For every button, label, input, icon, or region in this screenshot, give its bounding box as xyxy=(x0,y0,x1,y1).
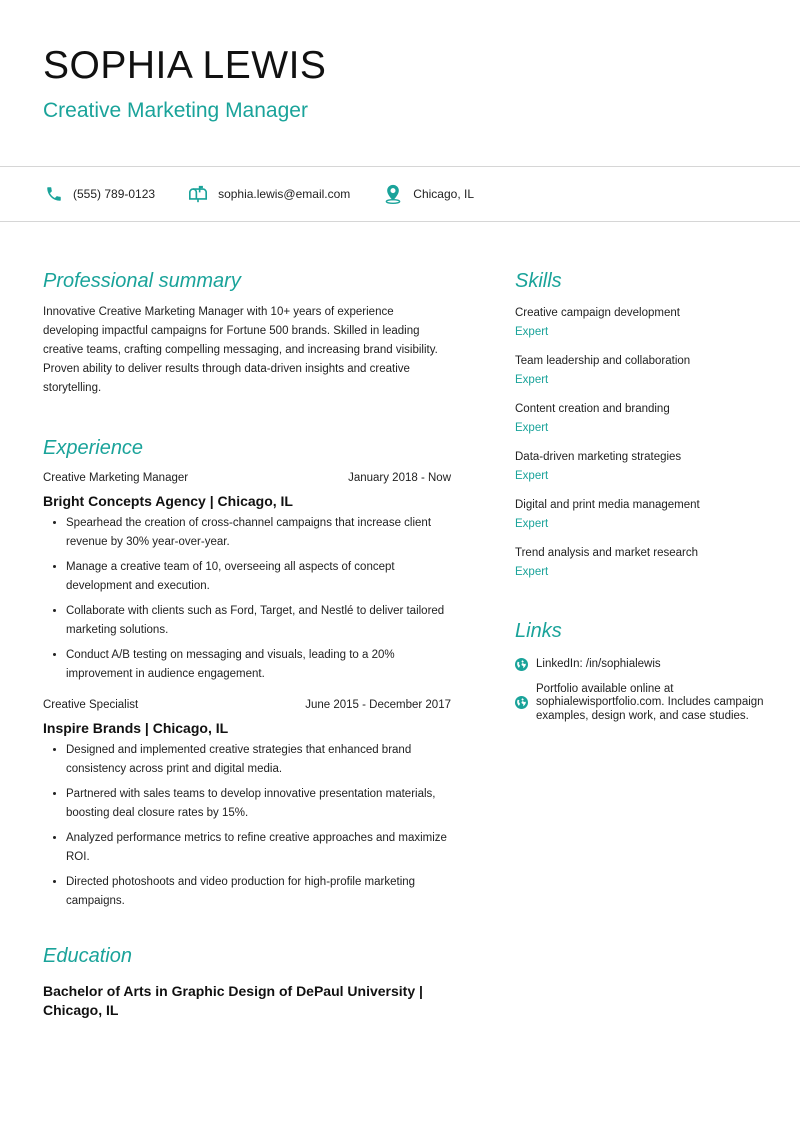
skill-level: Expert xyxy=(515,326,549,338)
job-entry xyxy=(43,472,451,684)
education-degree: Bachelor of Arts in Graphic Design of DePaul University | Chicago, IL xyxy=(43,983,423,1018)
summary-section xyxy=(43,268,451,398)
skills-title: Skills xyxy=(515,270,562,292)
job-bullet: • Analyzed performance metrics to refine creative approaches and maximize ROI. xyxy=(66,829,451,867)
skill-item xyxy=(515,450,765,483)
job-dates: June 2015 - December 2017 xyxy=(305,699,451,711)
job-bullet: • Directed photoshoots and video production for high-profile marketing campaigns. xyxy=(66,873,451,911)
job-entry xyxy=(43,699,451,911)
job-bullet: • Spearhead the creation of cross-channel campaigns that increase client revenue by 30% year-over-year. xyxy=(66,514,451,552)
skill-name: Trend analysis and market research xyxy=(515,547,699,559)
main-column xyxy=(43,268,451,1020)
globe-icon xyxy=(515,658,528,671)
skill-item xyxy=(515,306,765,339)
candidate-role: Creative Marketing Manager xyxy=(43,99,308,122)
job-header xyxy=(43,699,451,711)
link-text: Portfolio available online at sophialewisportfolio.com. Includes campaign examples, design work, and case studies. xyxy=(536,682,764,722)
skill-level: Expert xyxy=(515,518,549,530)
skill-item xyxy=(515,402,765,435)
skills-list xyxy=(515,306,765,579)
location-pin-icon xyxy=(383,184,403,204)
job-bullet: • Conduct A/B testing on messaging and visuals, leading to a 20% improvement in audience engagement. xyxy=(66,646,451,684)
globe-icon xyxy=(515,696,528,709)
skills-section xyxy=(515,268,765,579)
skill-name: Content creation and branding xyxy=(515,403,670,415)
skill-name: Data-driven marketing strategies xyxy=(515,451,682,463)
job-header xyxy=(43,472,451,484)
contact-phone xyxy=(45,185,155,203)
education-title: Education xyxy=(43,945,132,967)
experience-title: Experience xyxy=(43,437,144,459)
skill-level: Expert xyxy=(515,470,549,482)
job-company: Bright Concepts Agency | Chicago, IL xyxy=(43,493,293,509)
job-bullet: • Collaborate with clients such as Ford, Target, and Nestlé to deliver tailored marketing solutions. xyxy=(66,602,451,640)
link-portfolio[interactable] xyxy=(515,683,765,724)
contact-location xyxy=(383,184,474,204)
contact-email xyxy=(188,185,350,203)
mailbox-icon xyxy=(188,185,208,203)
job-company: Inspire Brands | Chicago, IL xyxy=(43,720,229,736)
job-bullet: • Designed and implemented creative strategies that enhanced brand consistency across print and digital media. xyxy=(66,741,451,779)
skill-item xyxy=(515,354,765,387)
phone-text: (555) 789-0123 xyxy=(73,187,156,201)
job-bullet: • Partnered with sales teams to develop innovative presentation materials, boosting deal closure rates by 15%. xyxy=(66,785,451,823)
skill-level: Expert xyxy=(515,566,549,578)
skill-item xyxy=(515,498,765,531)
job-dates: January 2018 - Now xyxy=(348,472,451,484)
summary-title: Professional summary xyxy=(43,270,241,292)
phone-icon xyxy=(45,185,63,203)
experience-section xyxy=(43,435,451,911)
link-linkedin[interactable] xyxy=(515,658,765,672)
job-position: Creative Specialist xyxy=(43,699,139,711)
candidate-name: SOPHIA LEWIS xyxy=(43,44,327,87)
summary-text: Innovative Creative Marketing Manager with 10+ years of experience developing impactful campaigns for Fortune 500 brands. Skilled in leading creative teams, crafting compelling messaging, and increasing brand visibility. Proven ability to deliver results through data-driven insights and creative storytelling. xyxy=(43,306,438,394)
skill-level: Expert xyxy=(515,422,549,434)
links-title: Links xyxy=(515,620,562,642)
skill-name: Creative campaign development xyxy=(515,307,680,319)
job-bullets xyxy=(43,741,451,911)
skill-name: Digital and print media management xyxy=(515,499,700,511)
job-bullet: • Manage a creative team of 10, overseeing all aspects of concept development and execution. xyxy=(66,558,451,596)
job-bullets xyxy=(43,514,451,684)
skill-name: Team leadership and collaboration xyxy=(515,355,691,367)
side-column xyxy=(515,268,765,723)
resume-header xyxy=(43,44,326,124)
skill-level: Expert xyxy=(515,374,549,386)
job-position: Creative Marketing Manager xyxy=(43,472,189,484)
email-text: sophia.lewis@email.com xyxy=(218,187,351,201)
contact-bar xyxy=(0,166,800,222)
education-section xyxy=(43,943,451,1020)
links-section xyxy=(515,618,765,723)
location-text: Chicago, IL xyxy=(413,187,474,201)
link-text: LinkedIn: /in/sophialewis xyxy=(536,658,661,670)
skill-item xyxy=(515,546,765,579)
